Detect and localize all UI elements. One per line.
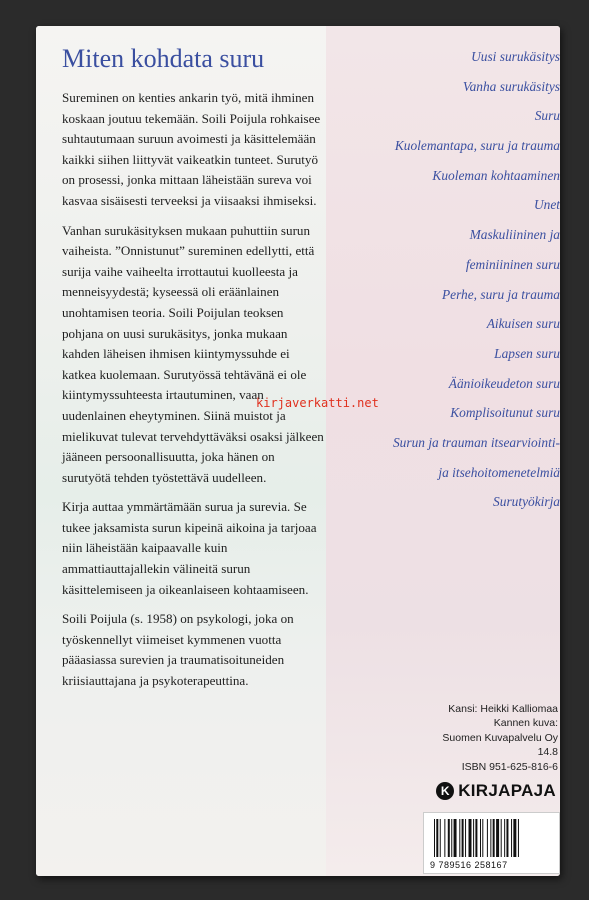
barcode-bar — [496, 819, 499, 857]
barcode-bar — [473, 819, 474, 857]
barcode-bar — [454, 819, 457, 857]
isbn-barcode — [423, 812, 560, 874]
chapter-item: Uusi surukäsitys — [471, 49, 560, 64]
chapter-item: Maskuliininen ja — [469, 227, 560, 243]
barcode-bar — [480, 819, 481, 857]
chapter-item: Kuoleman kohtaaminen — [432, 167, 560, 183]
barcode-number: 9 789516 258167 — [430, 860, 508, 870]
chapter-item: Perhe, suru ja trauma — [441, 286, 560, 302]
barcode-bars — [434, 819, 549, 857]
barcode-bar — [506, 819, 508, 857]
chapter-item: Komplisoitunut suru — [450, 405, 560, 421]
cover-image-credit: Suomen Kuvapalvelu Oy — [442, 731, 558, 744]
barcode-bar — [448, 819, 450, 857]
barcode-bar — [440, 819, 441, 857]
barcode-bar — [518, 819, 519, 857]
chapter-item: Kuolemantapa, suru ja trauma — [394, 138, 560, 154]
watermark-text: kirjaverkatti.net — [256, 396, 379, 410]
blurb-paragraph: Kirja auttaa ymmärtämään surua ja surevia. Se tukee jaksamista surun kipeinä aikoina ja tarjoaa niin läheistään kaipaavalle kuin ammattiauttajallekin välineitä surun käsittelemiseen ja oikeanlaiseen kohtaamiseen. — [62, 499, 317, 597]
barcode-bar — [511, 819, 512, 857]
barcode-bar — [513, 819, 516, 857]
publisher-logo — [436, 780, 556, 802]
chapter-item: Unet — [533, 197, 560, 213]
chapter-item: feminiininen suru — [465, 256, 560, 272]
barcode-bar — [504, 819, 505, 857]
barcode-bar — [487, 819, 488, 857]
barcode-bar — [469, 819, 472, 857]
barcode-bar — [451, 819, 452, 857]
chapter-item: Surutyökirja — [493, 494, 560, 510]
chapter-item: Äänioikeudeton suru — [448, 375, 560, 391]
chapter-item: Aikuisen suru — [486, 316, 560, 332]
cover-image-label: Kannen kuva: — [493, 717, 558, 730]
barcode-bar — [459, 819, 460, 857]
cover-designer: Kansi: Heikki Kalliomaa — [448, 703, 558, 715]
publisher-k-icon: K — [436, 782, 454, 800]
blurb-text — [62, 88, 324, 701]
isbn-text: ISBN 951-625-816-6 — [461, 760, 558, 773]
chapter-item: Vanha surukäsitys — [462, 78, 560, 94]
chapter-list — [330, 42, 560, 517]
barcode-bar — [444, 819, 445, 857]
classification-code: 14.8 — [537, 746, 558, 759]
barcode-bar — [462, 819, 464, 857]
barcode-bar — [493, 819, 495, 857]
barcode-bar — [436, 819, 438, 857]
blurb-paragraph: Sureminen on kenties ankarin työ, mitä ihminen koskaan joutuu tekemään. Soili Poijula rohkaisee suhtautumaan suruun avoimesti ja käsittelemään kaikki siihen liittyvät vaikeatkin tunteet. Surutyö on prosessi, jonka mittaan läheistään sureva voi kasvaa sisäisesti terveeksi ja viisaaksi ihmiseksi. — [62, 90, 321, 208]
book-back-cover — [36, 26, 560, 876]
barcode-bar — [434, 819, 435, 857]
barcode-bar — [501, 819, 502, 857]
chapter-item: ja itsehoitomenetelmiä — [438, 464, 560, 480]
book-title: Miten kohdata suru — [62, 44, 265, 73]
chapter-item: Lapsen suru — [494, 345, 560, 361]
barcode-bar — [465, 819, 466, 857]
barcode-bar — [482, 819, 483, 857]
blurb-paragraph: Soili Poijula (s. 1958) on psykologi, joka on työskennellyt viimeiset kymmenen vuotta pääasiassa surevien ja traumatisoituneiden kriisiauttajana ja psykoterapeuttina. — [62, 611, 294, 689]
publisher-name: KIRJAPAJA — [458, 781, 556, 800]
blurb-paragraph: Vanhan surukäsityksen mukaan puhuttiin surun vaiheista. ”Onnistunut” sureminen edellytti, että surija vaihe vaiheelta irrottautui kuolleesta ja menneisyydestä; kyseessä oli eräänlainen unohtamisen teoria. Soili Poijulan teoksen pohjana on uusi surukäsitys, jonka mukaan kahden läheisen ihmisen kiintymyssuhde ei katkea kuolemaan. Surutyössä tehtävänä ei ole kiintymyssuhteesta irtautuminen, vaan uudenlainen eheytyminen. Siinä muistot ja mielikuvat tulevat tervehdyttäväksi osaksi jälkeen jääneen persoonallisuutta, joka hänen on surutyötä tehden työstettävä uudelleen. — [62, 222, 324, 485]
chapter-item: Surun ja trauman itsearviointi- — [392, 434, 560, 450]
chapter-item: Suru — [534, 108, 560, 124]
barcode-bar — [490, 819, 491, 857]
credits-block — [338, 702, 558, 774]
barcode-bar — [475, 819, 477, 857]
